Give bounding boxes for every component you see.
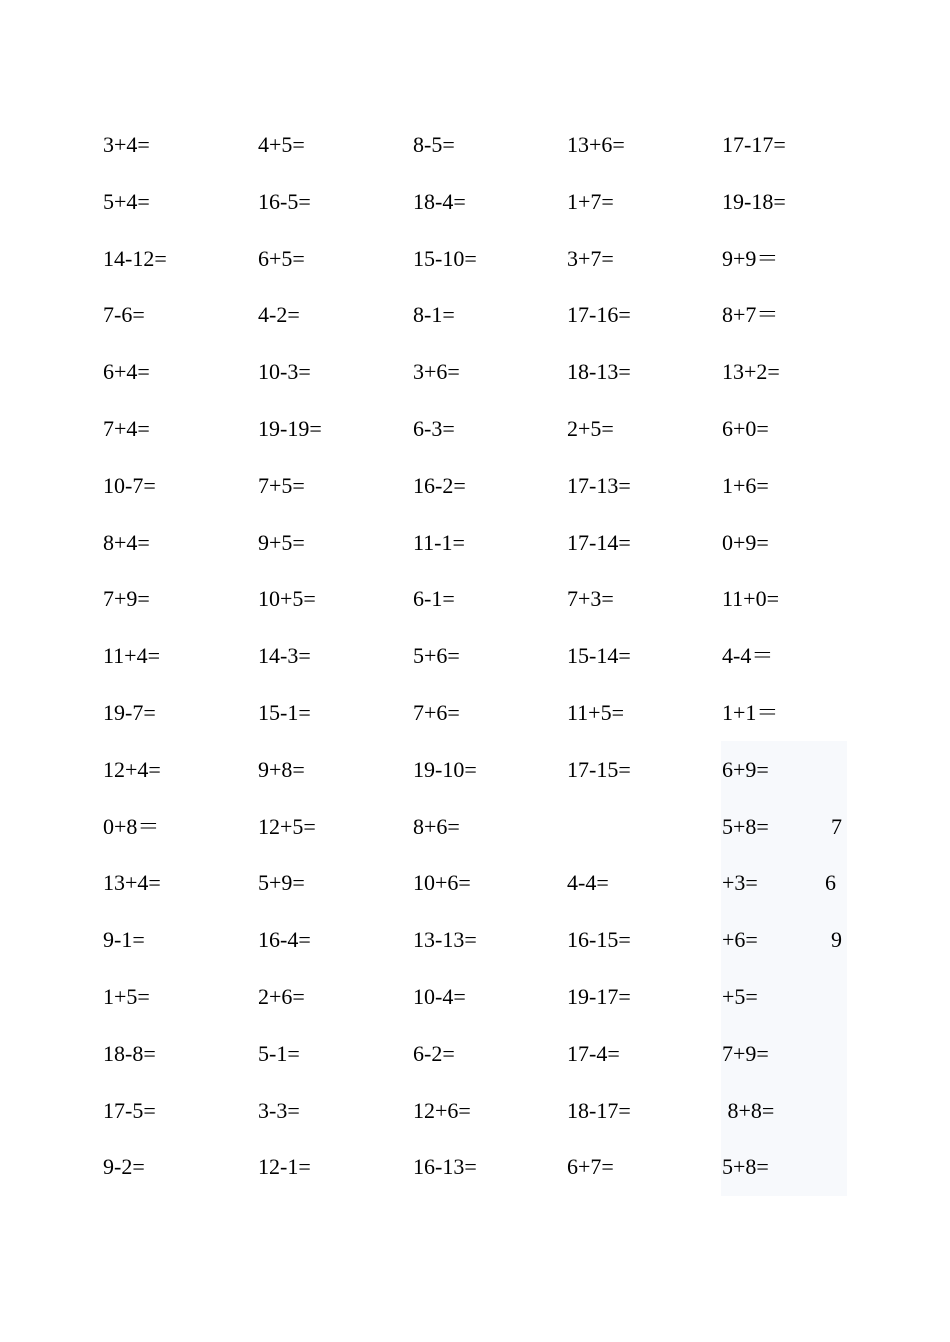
problem: 17-17= <box>722 132 786 157</box>
problem: 1+5= <box>103 983 150 1009</box>
worksheet-row <box>103 629 863 686</box>
problem: 1+6= <box>722 472 769 498</box>
problem: 6+7= <box>567 1154 614 1180</box>
problem: 14-12= <box>103 245 167 271</box>
worksheet-row <box>103 1027 863 1084</box>
problem: 3-3= <box>258 1097 300 1123</box>
worksheet-row <box>103 118 863 175</box>
problem: 16-15= <box>567 927 631 953</box>
problem: 5+9= <box>258 870 305 896</box>
problem: 12+5= <box>258 813 316 839</box>
problem: 7+5= <box>258 472 305 498</box>
problem: 6+4= <box>103 359 150 385</box>
worksheet-row <box>103 800 863 857</box>
problem: 8+8= <box>722 1097 775 1123</box>
problem: 19-17= <box>567 983 631 1009</box>
worksheet-row <box>103 970 863 1027</box>
problem: 9-1= <box>103 927 145 953</box>
problem: 7+4= <box>103 415 150 441</box>
problem: 6-1= <box>413 586 455 612</box>
problem: 17-13= <box>567 472 631 498</box>
problem: 3+7= <box>567 245 614 271</box>
problem: 9+9＝ <box>722 245 779 271</box>
side-number: 7 <box>831 813 842 839</box>
problem: +6= <box>722 927 758 953</box>
problem: 19-18= <box>722 188 786 214</box>
problem: 15-14= <box>567 643 631 669</box>
problem: 18-17= <box>567 1097 631 1123</box>
problem: 11+0= <box>722 586 779 612</box>
problem: 5+6= <box>413 643 460 669</box>
side-number: 6 <box>825 870 836 896</box>
problem: 17-5= <box>103 1097 156 1123</box>
problem: +5= <box>722 983 758 1009</box>
problem: 0+9= <box>722 529 769 555</box>
problem: 19-19= <box>258 415 322 441</box>
problem: 11+4= <box>103 643 160 669</box>
side-number: 9 <box>831 927 842 953</box>
problem: 19-7= <box>103 699 156 725</box>
problem: 16-4= <box>258 927 311 953</box>
problem: 4-4＝ <box>722 643 774 669</box>
problem: 11-1= <box>413 529 465 555</box>
problem: 0+8＝ <box>103 813 160 839</box>
problem: 13+4= <box>103 870 161 896</box>
worksheet-row <box>103 743 863 800</box>
problem: 8-5= <box>413 132 455 157</box>
problem: 10-4= <box>413 983 466 1009</box>
problem: 5-1= <box>258 1040 300 1066</box>
problem: 12+6= <box>413 1097 471 1123</box>
problem: 18-4= <box>413 188 466 214</box>
problem: 5+4= <box>103 188 150 214</box>
worksheet-row <box>103 459 863 516</box>
problem: 1+7= <box>567 188 614 214</box>
problem: 3+4= <box>103 132 150 157</box>
problem: 11+5= <box>567 699 624 725</box>
problem: 18-8= <box>103 1040 156 1066</box>
problem: 7+9= <box>103 586 150 612</box>
worksheet-row <box>103 288 863 345</box>
problem: 2+5= <box>567 415 614 441</box>
problem: 6+0= <box>722 415 769 441</box>
worksheet-row <box>103 1140 863 1197</box>
problem: 13-13= <box>413 927 477 953</box>
problem: 6+9= <box>722 756 769 782</box>
problem: 15-1= <box>258 699 311 725</box>
worksheet-row <box>103 516 863 573</box>
problem: 8+4= <box>103 529 150 555</box>
problem: 4-4= <box>567 870 609 896</box>
problem: 13+2= <box>722 359 780 385</box>
worksheet-row <box>103 345 863 402</box>
problem: 6+5= <box>258 245 305 271</box>
worksheet-row <box>103 402 863 459</box>
problem: 6-2= <box>413 1040 455 1066</box>
problem: 10+6= <box>413 870 471 896</box>
problem: 9-2= <box>103 1154 145 1180</box>
problem: 12+4= <box>103 756 161 782</box>
problem: 12-1= <box>258 1154 311 1180</box>
problem: 7-6= <box>103 302 145 328</box>
problem: 10+5= <box>258 586 316 612</box>
problem: 16-13= <box>413 1154 477 1180</box>
problem: 3+6= <box>413 359 460 385</box>
problem: 10-3= <box>258 359 311 385</box>
problem: 6-3= <box>413 415 455 441</box>
problem: 16-2= <box>413 472 466 498</box>
problem: 8+7＝ <box>722 302 779 328</box>
problem: 7+9= <box>722 1040 769 1066</box>
problem: 7+6= <box>413 699 460 725</box>
problem: 7+3= <box>567 586 614 612</box>
problem: 16-5= <box>258 188 311 214</box>
worksheet-row <box>103 232 863 289</box>
worksheet-row <box>103 175 863 232</box>
problem: 10-7= <box>103 472 156 498</box>
problem: 9+8= <box>258 756 305 782</box>
problem: 5+8= <box>722 1154 769 1180</box>
problem: 4+5= <box>258 132 305 157</box>
problem: 17-4= <box>567 1040 620 1066</box>
worksheet-row <box>103 1084 863 1141</box>
problem: 19-10= <box>413 756 477 782</box>
problem: 8+6= <box>413 813 460 839</box>
problem: 17-15= <box>567 756 631 782</box>
worksheet-row <box>103 572 863 629</box>
problem: 14-3= <box>258 643 311 669</box>
problem: 13+6= <box>567 132 625 157</box>
problem: 17-14= <box>567 529 631 555</box>
arithmetic-worksheet <box>103 118 863 1197</box>
worksheet-row <box>103 913 863 970</box>
problem: 9+5= <box>258 529 305 555</box>
problem: 15-10= <box>413 245 477 271</box>
problem: 1+1＝ <box>722 699 779 725</box>
problem: 4-2= <box>258 302 300 328</box>
problem: 17-16= <box>567 302 631 328</box>
problem: +3= <box>722 870 758 896</box>
problem: 8-1= <box>413 302 455 328</box>
worksheet-row <box>103 686 863 743</box>
problem: 5+8= <box>722 813 769 839</box>
worksheet-row <box>103 856 863 913</box>
problem: 18-13= <box>567 359 631 385</box>
problem: 2+6= <box>258 983 305 1009</box>
